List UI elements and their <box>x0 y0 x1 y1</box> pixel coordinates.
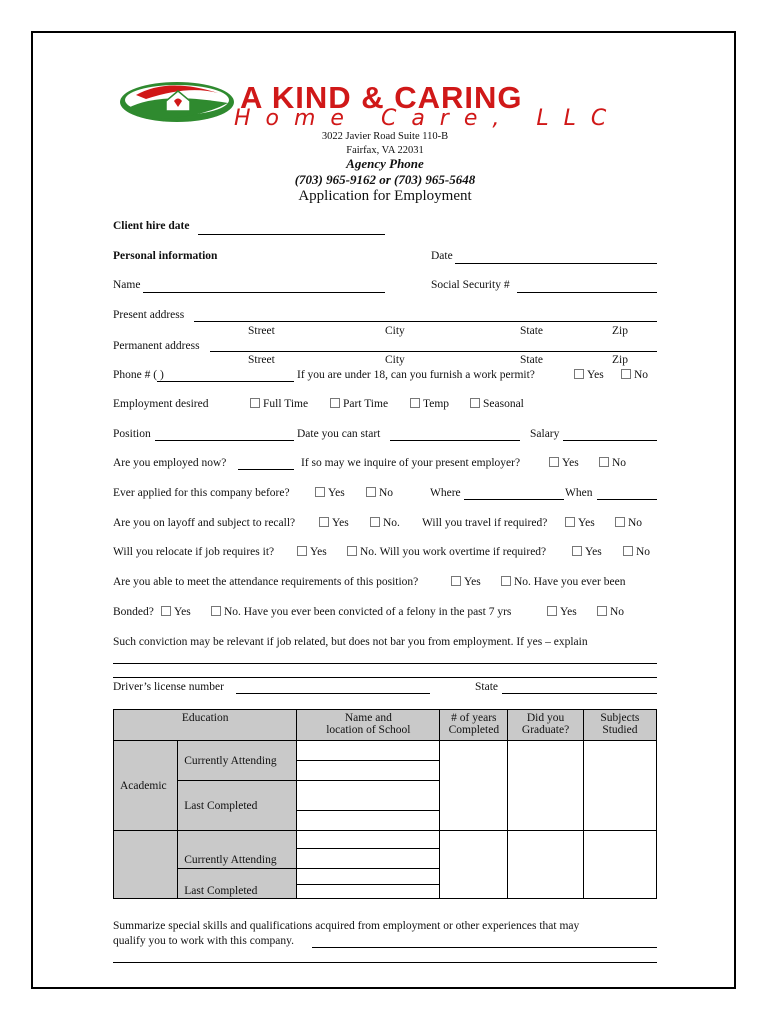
address-line-1: 3022 Javier Road Suite 110-B <box>321 131 449 142</box>
last-completed-label: Last Completed <box>178 781 297 831</box>
street-caption: Street <box>248 325 275 337</box>
graduate-header: Did you Graduate? <box>508 710 583 741</box>
inquire-no[interactable]: No <box>599 457 626 469</box>
agency-phone-numbers: (703) 965-9162 or (703) 965-5648 <box>294 172 476 187</box>
school-cell[interactable] <box>297 849 440 869</box>
permanent-address-field[interactable] <box>210 351 657 352</box>
client-hire-date-label: Client hire date <box>113 220 190 232</box>
state-caption-2: State <box>520 354 543 366</box>
layoff-yes[interactable]: Yes <box>319 517 349 529</box>
currently-attending-label: Currently Attending <box>178 741 297 781</box>
salary-field[interactable] <box>563 440 657 441</box>
employed-now-field[interactable] <box>238 469 294 470</box>
felony-no[interactable]: No <box>597 606 624 618</box>
checkbox-icon <box>572 546 582 556</box>
school-cell[interactable] <box>297 885 440 899</box>
checkbox-icon <box>297 546 307 556</box>
checkbox-icon <box>250 398 260 408</box>
work-permit-yes[interactable]: Yes <box>574 369 604 381</box>
explain-line-1[interactable] <box>113 663 657 664</box>
employment-desired-label: Employment desired <box>113 398 209 410</box>
position-field[interactable] <box>155 440 294 441</box>
address-line-2: Fairfax, VA 22031 <box>346 145 424 156</box>
layoff-no[interactable]: No. <box>370 517 400 529</box>
drivers-license-field[interactable] <box>236 693 430 694</box>
phone-field[interactable] <box>157 381 294 382</box>
checkbox-icon <box>599 457 609 467</box>
salary-label: Salary <box>530 428 560 440</box>
explain-line-2[interactable] <box>113 677 657 678</box>
summary-line-1: Summarize special skills and qualifications acquired from employment or other experiences that may <box>113 920 580 932</box>
attendance-no-bonded-question[interactable]: No. Have you ever been <box>501 576 625 588</box>
checkbox-icon <box>330 398 340 408</box>
date-start-field[interactable] <box>390 440 520 441</box>
layoff-question: Are you on layoff and subject to recall? <box>113 517 296 529</box>
work-permit-question: If you are under 18, can you furnish a work permit? <box>297 369 535 381</box>
inquire-yes[interactable]: Yes <box>549 457 579 469</box>
checkbox-icon <box>347 546 357 556</box>
school-cell[interactable] <box>297 869 440 885</box>
school-cell[interactable] <box>297 831 440 849</box>
checkbox-icon <box>565 517 575 527</box>
seasonal-option[interactable]: Seasonal <box>470 398 524 410</box>
school-cell[interactable] <box>297 781 440 811</box>
overtime-no[interactable]: No <box>623 546 650 558</box>
school-cell[interactable] <box>297 761 440 781</box>
years-header: # of years Completed <box>440 710 508 741</box>
date-label: Date <box>431 250 453 262</box>
present-address-label: Present address <box>113 309 185 321</box>
checkbox-icon <box>547 606 557 616</box>
currently-attending-label-2: Currently Attending <box>178 831 297 869</box>
street-caption-2: Street <box>248 354 275 366</box>
permanent-address-label: Permanent address <box>113 340 200 352</box>
checkbox-icon <box>211 606 221 616</box>
relocate-no-overtime-question[interactable]: No. Will you work overtime if required? <box>347 546 546 558</box>
summary-field-2[interactable] <box>113 962 657 963</box>
ssn-field[interactable] <box>517 292 657 293</box>
date-field[interactable] <box>455 263 657 264</box>
school-cell[interactable] <box>297 811 440 831</box>
bonded-yes[interactable]: Yes <box>161 606 191 618</box>
school-cell[interactable] <box>297 741 440 761</box>
subjects-header: Subjects Studied <box>583 710 656 741</box>
name-field[interactable] <box>143 292 385 293</box>
checkbox-icon <box>319 517 329 527</box>
checkbox-icon <box>470 398 480 408</box>
zip-caption: Zip <box>612 325 628 337</box>
inquire-employer-question: If so may we inquire of your present employer? <box>301 457 521 469</box>
education-header: Education <box>114 710 297 741</box>
checkbox-icon <box>615 517 625 527</box>
years-cell[interactable] <box>440 831 508 899</box>
education-table <box>113 709 657 899</box>
years-cell[interactable] <box>440 741 508 831</box>
applied-no[interactable]: No <box>366 487 393 499</box>
checkbox-icon <box>370 517 380 527</box>
conviction-note: Such conviction may be relevant if job related, but does not bar you from employment. If yes – explain <box>113 636 588 648</box>
summary-line-2: qualify you to work with this company. <box>113 935 294 947</box>
phone-label: Phone # ( ) <box>113 369 164 381</box>
checkbox-icon <box>410 398 420 408</box>
agency-phone-label: Agency Phone <box>346 156 424 171</box>
summary-field-1[interactable] <box>312 947 657 948</box>
travel-question: Will you travel if required? <box>422 517 548 529</box>
license-state-field[interactable] <box>502 693 657 694</box>
subjects-cell[interactable] <box>583 741 656 831</box>
logo-name: A KIND & CARING <box>240 80 523 115</box>
drivers-license-label: Driver’s license number <box>113 681 224 693</box>
logo-subtitle: Home Care, LLC <box>234 106 622 131</box>
attendance-yes[interactable]: Yes <box>451 576 481 588</box>
checkbox-icon <box>597 606 607 616</box>
felony-yes[interactable]: Yes <box>547 606 577 618</box>
license-state-label: State <box>475 681 498 693</box>
checkbox-icon <box>623 546 633 556</box>
full-time-option[interactable]: Full Time <box>250 398 308 410</box>
bonded-label: Bonded? <box>113 606 154 618</box>
client-hire-date-field[interactable] <box>198 234 385 235</box>
where-label: Where <box>430 487 461 499</box>
checkbox-icon <box>549 457 559 467</box>
overtime-yes[interactable]: Yes <box>572 546 602 558</box>
when-field[interactable] <box>597 499 657 500</box>
last-completed-label-2: Last Completed <box>178 869 297 899</box>
education-type-cell <box>114 831 178 899</box>
name-label: Name <box>113 279 141 291</box>
relocate-question: Will you relocate if job requires it? <box>113 546 275 558</box>
travel-no[interactable]: No <box>615 517 642 529</box>
date-start-label: Date you can start <box>297 428 381 440</box>
graduate-cell[interactable] <box>508 831 583 899</box>
employed-now-question: Are you employed now? <box>113 457 227 469</box>
checkbox-icon <box>161 606 171 616</box>
checkbox-icon <box>574 369 584 379</box>
position-label: Position <box>113 428 151 440</box>
present-address-field[interactable] <box>194 321 657 322</box>
bonded-no-felony-question[interactable]: No. Have you ever been convicted of a felony in the past 7 yrs <box>211 606 511 618</box>
relocate-yes[interactable]: Yes <box>297 546 327 558</box>
city-caption-2: City <box>385 354 405 366</box>
checkbox-icon <box>366 487 376 497</box>
when-label: When <box>565 487 593 499</box>
work-permit-no[interactable]: No <box>621 369 648 381</box>
ssn-label: Social Security # <box>431 279 510 291</box>
zip-caption-2: Zip <box>612 354 628 366</box>
checkbox-icon <box>501 576 511 586</box>
part-time-option[interactable]: Part Time <box>330 398 388 410</box>
applied-yes[interactable]: Yes <box>315 487 345 499</box>
academic-label: Academic <box>114 741 178 831</box>
personal-info-heading: Personal information <box>113 250 218 262</box>
state-caption: State <box>520 325 543 337</box>
school-header: Name and location of School <box>297 710 440 741</box>
attendance-question: Are you able to meet the attendance requirements of this position? <box>113 576 419 588</box>
travel-yes[interactable]: Yes <box>565 517 595 529</box>
where-field[interactable] <box>464 499 564 500</box>
form-title: Application for Employment <box>298 188 472 204</box>
subjects-cell[interactable] <box>583 831 656 899</box>
city-caption: City <box>385 325 405 337</box>
checkbox-icon <box>621 369 631 379</box>
logo-emblem-icon <box>118 79 236 125</box>
graduate-cell[interactable] <box>508 741 583 831</box>
checkbox-icon <box>315 487 325 497</box>
temp-option[interactable]: Temp <box>410 398 449 410</box>
applied-before-question: Ever applied for this company before? <box>113 487 290 499</box>
checkbox-icon <box>451 576 461 586</box>
